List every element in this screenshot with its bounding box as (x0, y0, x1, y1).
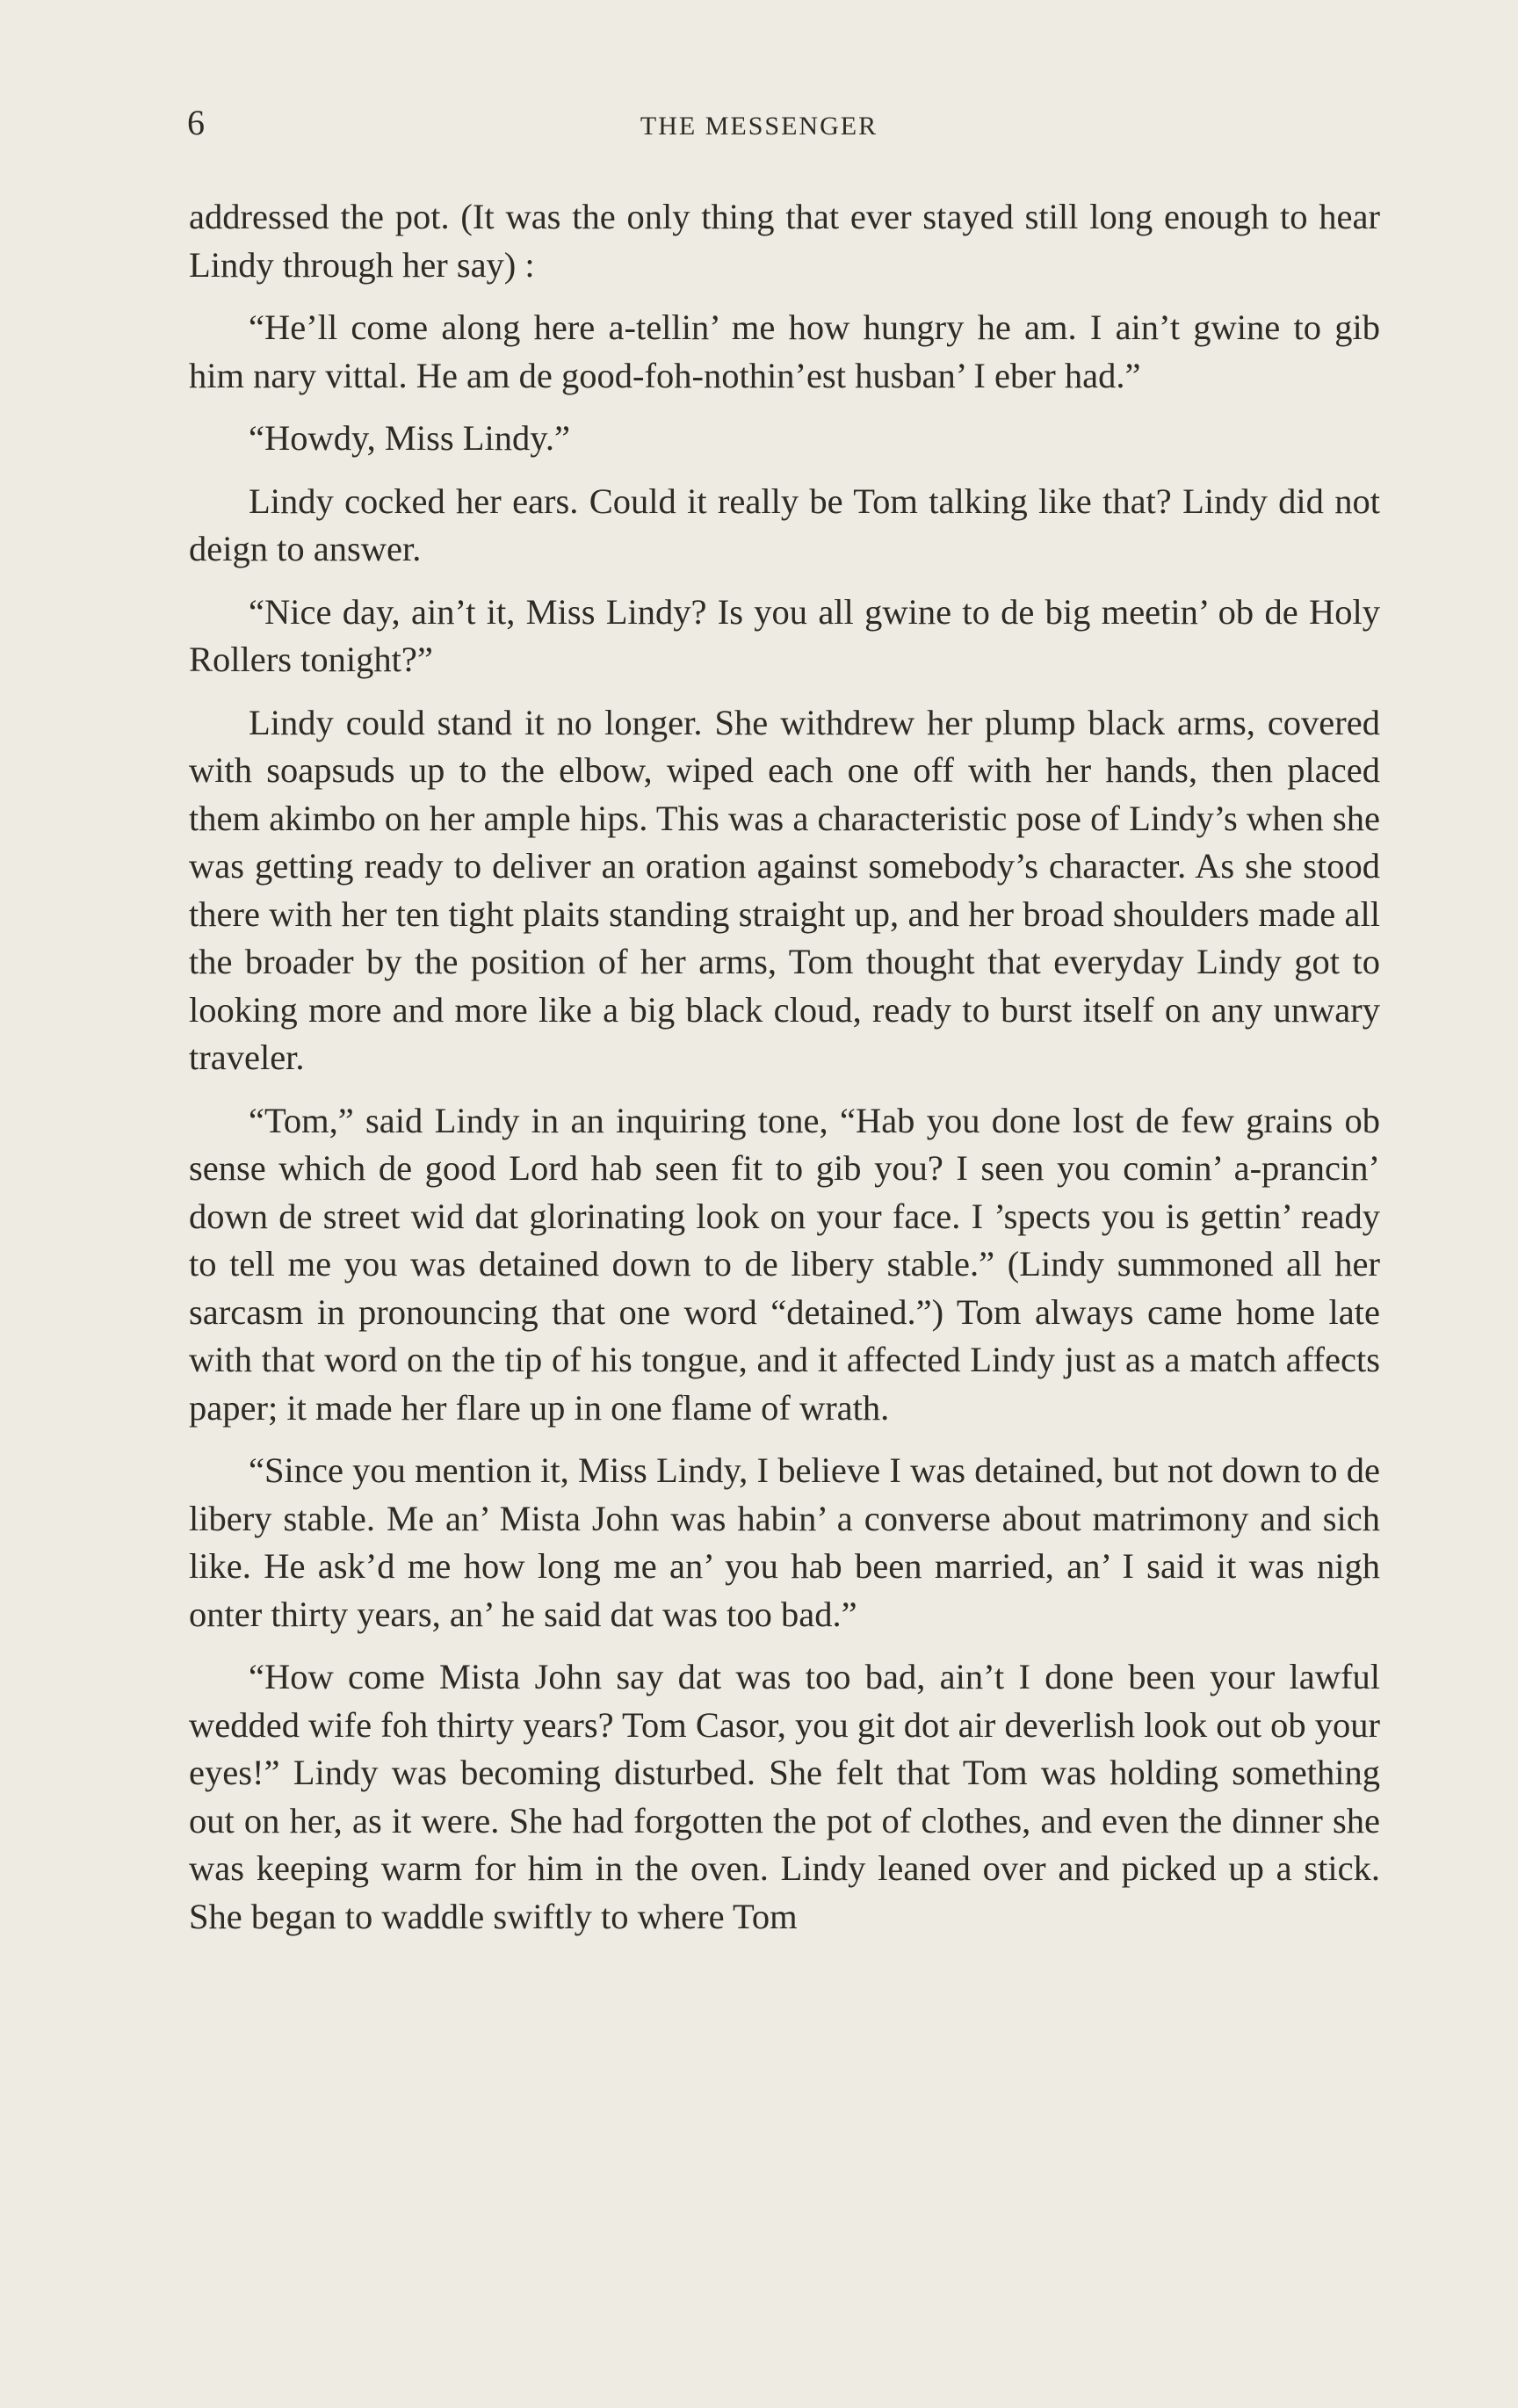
paragraph: “Howdy, Miss Lindy.” (249, 418, 570, 458)
paragraph: addressed the pot. (It was the only thing that ever stayed still long enough to hear Lindy through her say) : (189, 197, 1380, 285)
paragraph: “How come Mista John say dat was too bad, ain’t I done been your lawful wedded wife foh thirty years? Tom Casor, you git dot air deverlish look out ob your eyes!” Lindy was becoming disturbed. She felt that Tom was holding something out on her, as it were. She had forgotten the pot of clothes, and even the dinner she was keeping warm for him in the oven. Lindy leaned over and picked up a stick. She began to waddle swiftly to where Tom (189, 1657, 1380, 1936)
page-number: 6 (187, 103, 205, 142)
paragraph: “Tom,” said Lindy in an inquiring tone, “Hab you done lost de few grains ob sense which de good Lord hab seen fit to gib you? I seen you comin’ a-prancin’ down de street wid dat glorinating look on your face. I ’spects you is gettin’ ready to tell me you was detained down to de libery stable.” (Lindy summoned all her sarcasm in pronouncing that one word “detained.”) Tom always came home late with that word on the tip of his tongue, and it affected Lindy just as a match affects paper; it made her flare up in one flame of wrath. (189, 1100, 1380, 1428)
paragraph: Lindy could stand it no longer. She withdrew her plump black arms, covered with soapsuds up to the elbow, wiped each one off with her hands, then placed them akimbo on her ample hips. This was a characteristic pose of Lindy’s when she was getting ready to deliver an oration against somebody’s character. As she stood there with her ten tight plaits standing straight up, and her broad shoulders made all the broader by the position of her arms, Tom thought that everyday Lindy got to looking more and more like a big black cloud, ready to burst itself on any unwary traveler. (189, 702, 1380, 1077)
running-head: THE MESSENGER (640, 112, 878, 141)
paragraph: “He’ll come along here a-tellin’ me how hungry he am. I ain’t gwine to gib him nary vittal. He am de good-foh-nothin’est husban’ I eber had.” (189, 307, 1380, 395)
body-text (189, 193, 1380, 1956)
paragraph: “Since you mention it, Miss Lindy, I believe I was detained, but not down to de libery stable. Me an’ Mista John was habin’ a converse about matrimony and sich like. He ask’d me how long me an’ you hab been married, an’ I said it was nigh onter thirty years, an’ he said dat was too bad.” (189, 1450, 1380, 1634)
paragraph: Lindy cocked her ears. Could it really be Tom talking like that? Lindy did not deign to answer. (189, 481, 1380, 568)
paragraph: “Nice day, ain’t it, Miss Lindy? Is you all gwine to de big meetin’ ob de Holy Rollers tonight?” (189, 591, 1380, 679)
